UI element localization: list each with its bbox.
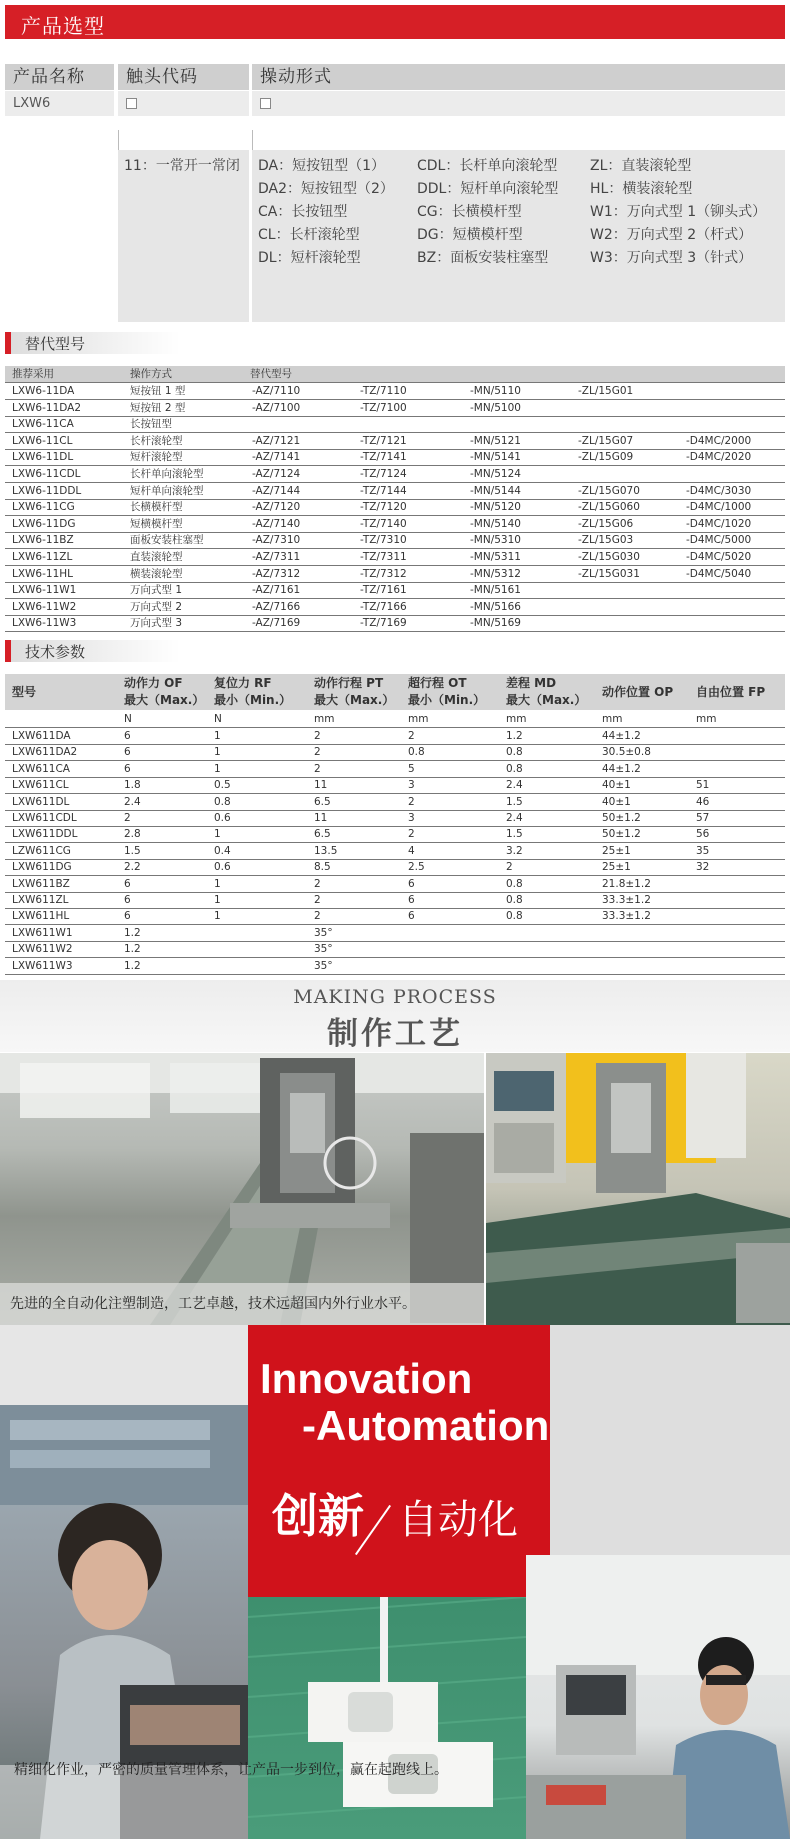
tech-cell: 0.8 [506,894,523,906]
row-divider [5,810,785,811]
option-item: DA2：短按钮型（2） [258,181,394,197]
replace-cell: -ZL/15G060 [578,501,640,514]
tech-cell: 2 [124,812,131,824]
replace-cell: -D4MC/3030 [686,484,752,497]
tech-header: 复位力 RF [214,676,272,690]
replace-cell: -MN/5124 [470,468,521,480]
tech-header: 动作行程 PT [314,676,384,690]
tech-header-sub: 最小（Min.） [214,693,292,707]
replace-cell: -MN/5144 [470,484,521,497]
replace-cell: -TZ/7311 [360,551,407,563]
replace-cell: -TZ/7141 [360,451,407,464]
operation-type-cell [252,91,785,116]
tech-cell: 0.8 [506,877,523,890]
tech-cell: 2.8 [124,828,141,841]
replace-header: 替代型号 [250,368,292,380]
row-divider [5,908,785,909]
tech-cell: 0.8 [506,746,523,759]
header-operation-type: 操动形式 [252,64,785,90]
tech-cell: 3 [408,812,415,824]
replace-cell: -MN/5141 [470,451,521,464]
tech-cell: 2 [314,877,321,890]
contact-code-checkbox[interactable] [126,98,137,109]
tech-cell: 0.5 [214,779,231,792]
tech-header: 自由位置 FP [696,685,766,699]
tech-cell: LXW611DA2 [12,746,78,759]
tech-cell: 25±1 [602,844,631,857]
automation-title: -Automation [302,1402,550,1449]
replace-cell: -ZL/15G07 [578,434,634,447]
tech-cell: 25±1 [602,861,631,874]
replace-cell: -ZL/15G01 [578,385,634,397]
replace-cell: 短杆单向滚轮型 [130,484,204,497]
tech-cell: LXW611W3 [12,959,73,972]
replace-cell: 直装滚轮型 [130,551,183,563]
tech-cell: 11 [314,779,328,792]
replace-cell: 长杆滚轮型 [130,434,183,447]
product-conveyor-photo [248,1597,526,1839]
row-divider [5,744,785,745]
worker-testing-photo [526,1555,790,1839]
tech-cell: 6.5 [314,795,331,808]
tech-header-sub: 最大（Max.） [124,693,205,707]
tech-cell: 56 [696,828,710,841]
replace-cell: -TZ/7166 [360,600,407,613]
replace-cell: -MN/5140 [470,517,521,530]
replace-cell: -TZ/7140 [360,517,407,530]
tech-cell: 2.4 [506,812,523,824]
tech-cell: 51 [696,779,710,792]
tech-cell: 2.4 [124,795,141,808]
tech-cell: 46 [696,795,710,808]
injection-machine-photo [486,1053,790,1325]
option-item: DL：短杆滚轮型 [258,250,361,266]
option-item: CDL：长杆单向滚轮型 [417,158,558,174]
tech-cell: 2 [314,762,321,775]
replace-cell: LXW6-11HL [12,567,74,580]
tech-cell: 1 [214,910,221,923]
option-item: BZ：面板安装柱塞型 [417,250,549,266]
row-divider [5,941,785,942]
row-divider [5,842,785,843]
replace-cell: -AZ/7124 [252,468,301,480]
tech-cell: 6 [124,762,131,775]
tech-header: 动作力 OF [124,676,183,690]
tech-unit: mm [506,713,527,725]
option-item: W3：万向式型 3（针式） [590,250,753,266]
tech-cell: 1.2 [124,959,141,972]
row-divider [5,957,785,958]
tech-cell: LXW611ZL [12,894,69,906]
tech-cell: LXW611CL [12,779,69,792]
replace-cell: LXW6-11W2 [12,600,77,613]
tech-cell: 0.6 [214,861,231,874]
tech-cell: 3.2 [506,844,523,857]
replace-cell: 短按钮 1 型 [130,385,186,397]
tech-cell: 2.5 [408,861,425,874]
tech-cell: 2 [314,730,321,742]
caption-quality: 精细化作业，严密的质量管理体系，让产品一步到位，赢在起跑线上。 [14,1762,448,1778]
replace-cell: -TZ/7110 [360,385,407,397]
replace-cell: LXW6-11W1 [12,584,77,597]
tech-header-sub: 最大（Max.） [506,693,587,707]
tech-cell: LXW611W1 [12,926,73,939]
tech-cell: 2 [408,730,415,742]
replace-cell: -D4MC/2020 [686,451,752,464]
tech-cell: 32 [696,861,710,874]
replace-cell: -ZL/15G031 [578,567,640,580]
operation-options-box [252,150,785,322]
replace-cell: -TZ/7124 [360,468,407,480]
tech-cell: 6.5 [314,828,331,841]
section-tech [5,640,180,662]
replace-cell: -TZ/7120 [360,501,407,514]
replace-cell: -ZL/15G03 [578,534,634,547]
replace-cell: -TZ/7161 [360,584,407,597]
section-replacement [5,332,180,354]
product-name-value: LXW6 [5,91,114,116]
replace-cell: -MN/5110 [470,385,521,397]
tech-cell: 40±1 [602,779,631,792]
replace-cell: 万向式型 3 [130,617,183,630]
replace-cell: -AZ/7310 [252,534,301,547]
replace-cell: -AZ/7140 [252,517,301,530]
tech-cell: 1 [214,746,221,759]
tech-cell: 6 [408,894,415,906]
tech-unit: mm [314,713,335,725]
replace-cell: LXW6-11BZ [12,534,74,547]
row-divider [5,777,785,778]
tech-cell: 35° [314,926,333,939]
tech-cell: 6 [124,910,131,923]
replace-cell: LXW6-11CDL [12,468,81,480]
row-divider [5,727,785,728]
tech-cell: 2 [408,795,415,808]
making-process-cn: 制作工艺 [327,1016,463,1052]
banner-title: 产品选型 [21,14,105,38]
tech-cell: 0.8 [506,762,523,775]
tech-cell: LXW611W2 [12,943,73,956]
tech-unit: N [124,713,132,725]
section-tech-title: 技术参数 [25,643,86,661]
replace-cell: -AZ/7141 [252,451,301,464]
replace-cell: -MN/5166 [470,600,521,613]
making-process-en: MAKING PROCESS [293,986,497,1008]
row-divider [5,892,785,893]
tech-cell: 0.8 [214,795,231,808]
option-item: W1：万向式型 1（铆头式） [590,204,767,220]
replace-cell: -TZ/7100 [360,401,407,414]
tech-cell: 0.8 [506,910,523,923]
tech-cell: 33.3±1.2 [602,910,651,923]
replace-cell: -TZ/7312 [360,567,407,580]
replace-cell: -TZ/7121 [360,434,407,447]
replace-cell: LXW6-11ZL [12,551,73,563]
replace-cell: -ZL/15G06 [578,517,634,530]
tech-cell: 1.2 [124,943,141,956]
replace-header: 推荐采用 [12,368,54,380]
replace-cell: 长横模杆型 [130,501,183,514]
factory-automation-photo [0,1053,484,1325]
row-divider [5,760,785,761]
tech-cell: 0.6 [214,812,231,824]
row-divider [5,631,785,632]
replace-cell: -AZ/7311 [252,551,301,563]
replace-cell: -AZ/7100 [252,401,301,414]
tech-cell: 6 [124,746,131,759]
tech-header: 动作位置 OP [602,685,674,699]
contact-option: 11：一常开一常闭 [124,158,240,174]
replace-table-header [5,366,785,382]
innovation-title: Innovation [260,1355,473,1402]
replace-cell: -AZ/7121 [252,434,301,447]
top-banner [5,5,785,39]
replace-cell: -MN/5120 [470,501,521,514]
replace-cell: -MN/5121 [470,434,521,447]
tech-cell: 1.5 [506,795,523,808]
tech-unit: mm [602,713,623,725]
replace-cell: 短横模杆型 [130,517,183,530]
tech-cell: LXW611DA [12,730,71,742]
tech-header-sub: 最大（Max.） [314,693,395,707]
tech-cell: LXW611DG [12,861,72,874]
tech-cell: 1.2 [124,926,141,939]
replace-cell: -AZ/7110 [252,385,301,397]
option-item: HL：横装滚轮型 [590,181,693,197]
tech-cell: 2 [506,861,513,874]
replace-cell: -AZ/7169 [252,617,301,630]
tech-cell: 2 [314,910,321,923]
operation-type-checkbox[interactable] [260,98,271,109]
replace-cell: 万向式型 1 [130,584,183,597]
tech-cell: 1 [214,894,221,906]
replace-cell: LXW6-11CG [12,501,75,514]
header-product-name: 产品名称 [5,64,114,90]
replace-cell: 面板安装柱塞型 [130,534,204,547]
tech-cell: 1 [214,828,221,841]
row-divider [5,924,785,925]
replace-cell: -D4MC/5000 [686,534,752,547]
tech-cell: 0.8 [408,746,425,759]
tech-cell: 1.5 [124,844,141,857]
tech-cell: 2.4 [506,779,523,792]
replace-cell: -D4MC/1020 [686,517,752,530]
tech-cell: LXW611HL [12,910,70,923]
innovation-cn: 创新 [272,1489,364,1543]
replace-cell: -AZ/7144 [252,484,301,497]
tech-cell: 44±1.2 [602,730,641,742]
option-item: W2：万向式型 2（杆式） [590,227,753,243]
tech-cell: LXW611CDL [12,812,77,824]
tech-cell: 33.3±1.2 [602,894,651,906]
replace-cell: -D4MC/1000 [686,501,752,514]
row-divider [5,416,785,417]
replace-cell: 横装滚轮型 [130,567,183,580]
tech-cell: 6 [124,894,131,906]
tech-cell: 6 [408,910,415,923]
row-divider [5,793,785,794]
option-item: CA：长按钮型 [258,204,348,220]
option-item: DG：短横模杆型 [417,227,523,243]
tech-cell: 2 [408,828,415,841]
replace-cell: LXW6-11CL [12,434,73,447]
replace-cell: -AZ/7312 [252,567,301,580]
replace-cell: -MN/5311 [470,551,521,563]
replace-cell: 短按钮 2 型 [130,401,186,414]
tech-cell: 5 [408,762,415,775]
caption-automation: 先进的全自动化注塑制造，工艺卓越，技术远超国内外行业水平。 [10,1296,416,1312]
tech-header: 超行程 OT [408,676,467,690]
row-divider [5,974,785,975]
option-item: DA：短按钮型（1） [258,158,386,174]
replace-cell: LXW6-11CA [12,418,74,431]
tech-cell: 2 [314,894,321,906]
tech-cell: 3 [408,779,415,792]
tech-header: 差程 MD [506,676,557,690]
tech-cell: 6 [408,877,415,890]
tech-unit: mm [408,713,429,725]
row-divider [5,859,785,860]
tech-cell: 35° [314,943,333,956]
automation-cn: 自动化 [398,1497,518,1543]
tech-cell: 35° [314,959,333,972]
tech-cell: 8.5 [314,861,331,874]
tech-header: 型号 [12,685,37,699]
tech-cell: 35 [696,844,710,857]
tech-cell: 13.5 [314,844,338,857]
replace-cell: -MN/5312 [470,567,521,580]
tech-cell: 57 [696,812,710,824]
replace-cell: -D4MC/2000 [686,434,752,447]
tech-cell: 50±1.2 [602,828,641,841]
replace-cell: LXW6-11DG [12,517,76,530]
replace-cell: -ZL/15G09 [578,451,634,464]
replace-cell: LXW6-11DDL [12,484,82,497]
replace-cell: LXW6-11W3 [12,617,77,630]
tech-cell: 6 [124,877,131,890]
replace-cell: 短杆滚轮型 [130,451,183,464]
option-item: DDL：短杆单向滚轮型 [417,181,559,197]
row-divider [5,875,785,876]
tech-cell: 6 [124,730,131,742]
replace-cell: -MN/5169 [470,617,521,630]
row-divider [5,826,785,827]
tech-cell: 0.4 [214,844,231,857]
replace-cell: -D4MC/5040 [686,567,752,580]
tech-cell: LZW611CG [12,844,71,857]
tech-cell: 30.5±0.8 [602,746,651,759]
tech-cell: 2.2 [124,861,141,874]
tech-cell: LXW611BZ [12,877,70,890]
replace-cell: -D4MC/5020 [686,551,752,563]
tech-cell: LXW611DDL [12,828,78,841]
tech-cell: 1 [214,762,221,775]
replace-cell: LXW6-11DA2 [12,401,82,414]
contact-options-box [118,150,249,322]
replace-cell: -MN/5161 [470,584,521,597]
tech-unit: N [214,713,222,725]
replace-cell: -MN/5100 [470,401,521,414]
replace-cell: LXW6-11DL [12,451,74,464]
replace-cell: -TZ/7144 [360,484,407,497]
replace-cell: -MN/5310 [470,534,521,547]
tech-cell: 1 [214,730,221,742]
replace-cell: -ZL/15G030 [578,551,640,563]
tech-cell: 1.8 [124,779,141,792]
tech-cell: 1 [214,877,221,890]
replace-cell: LXW6-11DA [12,385,75,397]
replace-cell: -ZL/15G070 [578,484,640,497]
tech-cell: 11 [314,812,328,824]
tech-header-sub: 最小（Min.） [408,693,486,707]
tech-cell: 4 [408,844,415,857]
option-item: CG：长横模杆型 [417,204,522,220]
tech-cell: LXW611DL [12,795,70,808]
tech-unit: mm [696,713,717,725]
replace-cell: 长杆单向滚轮型 [130,468,204,480]
replace-cell: -AZ/7120 [252,501,301,514]
replace-cell: 万向式型 2 [130,600,183,613]
tech-cell: LXW611CA [12,762,70,775]
tech-cell: 1.5 [506,828,523,841]
contact-code-cell [118,91,249,116]
replace-header: 操作方式 [130,368,172,380]
tech-cell: 50±1.2 [602,812,641,824]
option-item: ZL：直装滚轮型 [590,158,692,174]
option-item: CL：长杆滚轮型 [258,227,360,243]
tech-cell: 1.2 [506,730,523,742]
replace-cell: -AZ/7161 [252,584,301,597]
replace-cell: 长按钮型 [130,418,172,431]
tech-cell: 44±1.2 [602,762,641,775]
tech-cell: 40±1 [602,795,631,808]
tech-cell: 21.8±1.2 [602,877,651,890]
section-replacement-title: 替代型号 [25,335,86,353]
grey-panel [550,1325,790,1555]
replace-cell: -TZ/7310 [360,534,407,547]
tech-cell: 2 [314,746,321,759]
replace-cell: -TZ/7169 [360,617,407,630]
header-contact-code: 触头代码 [118,64,249,90]
replace-cell: -AZ/7166 [252,600,301,613]
